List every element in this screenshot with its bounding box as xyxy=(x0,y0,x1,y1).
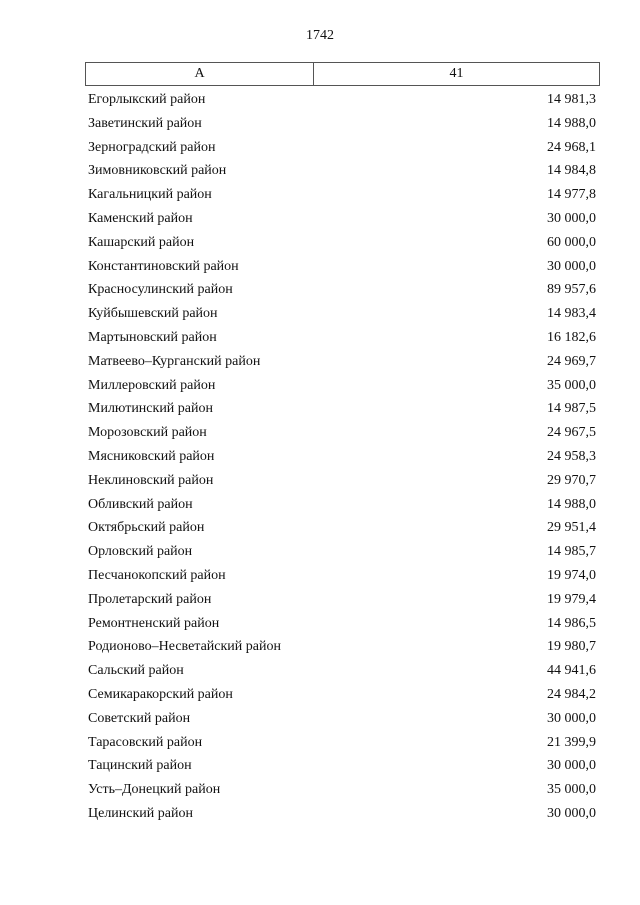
district-value: 60 000,0 xyxy=(547,234,596,250)
district-name: Мартыновский район xyxy=(88,329,217,345)
district-name: Каменский район xyxy=(88,210,193,226)
district-name: Матвеево–Курганский район xyxy=(88,353,261,369)
district-value: 19 980,7 xyxy=(547,639,596,655)
district-name: Обливский район xyxy=(88,496,193,512)
table-row xyxy=(85,493,600,517)
table-row xyxy=(85,112,600,136)
district-value: 35 000,0 xyxy=(547,377,596,393)
table-row xyxy=(85,278,600,302)
table-row xyxy=(85,159,600,183)
table-row xyxy=(85,255,600,279)
table-row xyxy=(85,136,600,160)
table-row xyxy=(85,588,600,612)
district-value: 29 951,4 xyxy=(547,520,596,536)
district-value: 24 984,2 xyxy=(547,686,596,702)
district-value: 14 983,4 xyxy=(547,306,596,322)
district-value: 29 970,7 xyxy=(547,472,596,488)
district-name: Неклиновский район xyxy=(88,472,214,488)
table-row xyxy=(85,231,600,255)
table-row xyxy=(85,659,600,683)
table-row xyxy=(85,302,600,326)
table-header xyxy=(85,62,600,86)
district-name: Миллеровский район xyxy=(88,377,216,393)
district-name: Зерноградский район xyxy=(88,139,216,155)
table-row xyxy=(85,207,600,231)
district-value: 44 941,6 xyxy=(547,663,596,679)
table-row xyxy=(85,707,600,731)
district-name: Морозовский район xyxy=(88,425,207,441)
district-value: 19 974,0 xyxy=(547,567,596,583)
district-value: 19 979,4 xyxy=(547,591,596,607)
district-name: Кагальницкий район xyxy=(88,187,212,203)
district-value: 35 000,0 xyxy=(547,782,596,798)
table-row xyxy=(85,802,600,826)
table-row xyxy=(85,540,600,564)
table-row xyxy=(85,516,600,540)
header-column-41: 41 xyxy=(449,66,464,81)
district-value: 24 967,5 xyxy=(547,425,596,441)
page-number: 1742 xyxy=(306,28,334,43)
district-value: 16 182,6 xyxy=(547,329,596,345)
table-row xyxy=(85,683,600,707)
table-row xyxy=(85,88,600,112)
district-name: Милютинский район xyxy=(88,401,214,417)
data-table xyxy=(85,62,600,826)
header-column-a: А xyxy=(86,63,314,85)
table-row xyxy=(85,564,600,588)
district-value: 14 986,5 xyxy=(547,615,596,631)
district-name: Красносулинский район xyxy=(88,282,233,298)
district-value: 30 000,0 xyxy=(547,258,596,274)
district-value: 30 000,0 xyxy=(547,710,596,726)
table-body xyxy=(85,88,600,826)
district-value: 24 958,3 xyxy=(547,448,596,464)
district-name: Советский район xyxy=(88,710,191,726)
table-row xyxy=(85,778,600,802)
district-value: 30 000,0 xyxy=(547,210,596,226)
district-name: Семикаракорский район xyxy=(88,686,233,702)
table-row xyxy=(85,754,600,778)
district-value: 30 000,0 xyxy=(547,805,596,821)
district-value: 14 977,8 xyxy=(547,187,596,203)
district-name: Заветинский район xyxy=(88,115,202,131)
table-row xyxy=(85,350,600,374)
district-name: Егорлыкский район xyxy=(88,92,206,107)
district-value: 14 987,5 xyxy=(547,401,596,417)
district-name: Октябрьский район xyxy=(88,520,205,536)
district-name: Орловский район xyxy=(88,544,193,560)
district-name: Кашарский район xyxy=(88,234,195,250)
district-name: Тацинский район xyxy=(88,758,192,774)
district-name: Зимовниковский район xyxy=(88,163,227,179)
table-row xyxy=(85,635,600,659)
district-value: 24 968,1 xyxy=(547,139,596,155)
district-value: 30 000,0 xyxy=(547,758,596,774)
district-name: Ремонтненский район xyxy=(88,615,220,631)
district-value: 24 969,7 xyxy=(547,353,596,369)
district-name: Родионово–Несветайский район xyxy=(88,639,281,655)
district-name: Целинский район xyxy=(88,805,193,821)
table-row xyxy=(85,469,600,493)
district-value: 14 985,7 xyxy=(547,544,596,560)
district-value: 21 399,9 xyxy=(547,734,596,750)
district-name: Песчанокопский район xyxy=(88,567,226,583)
district-name: Мясниковский район xyxy=(88,448,215,464)
district-value: 14 984,8 xyxy=(547,163,596,179)
table-row xyxy=(85,445,600,469)
district-value: 89 957,6 xyxy=(547,282,596,298)
district-name: Тарасовский район xyxy=(88,734,203,750)
district-value: 14 988,0 xyxy=(547,115,596,131)
table-row xyxy=(85,183,600,207)
district-name: Константиновский район xyxy=(88,258,239,274)
table-row xyxy=(85,326,600,350)
table-row xyxy=(85,612,600,636)
district-name: Пролетарский район xyxy=(88,591,212,607)
district-value: 14 988,0 xyxy=(547,496,596,512)
district-name: Усть–Донецкий район xyxy=(88,782,221,798)
table-row xyxy=(85,397,600,421)
table-row xyxy=(85,374,600,398)
table-row xyxy=(85,731,600,755)
district-name: Сальский район xyxy=(88,663,184,679)
district-value: 14 981,3 xyxy=(547,92,596,107)
district-name: Куйбышевский район xyxy=(88,306,218,322)
table-row xyxy=(85,421,600,445)
